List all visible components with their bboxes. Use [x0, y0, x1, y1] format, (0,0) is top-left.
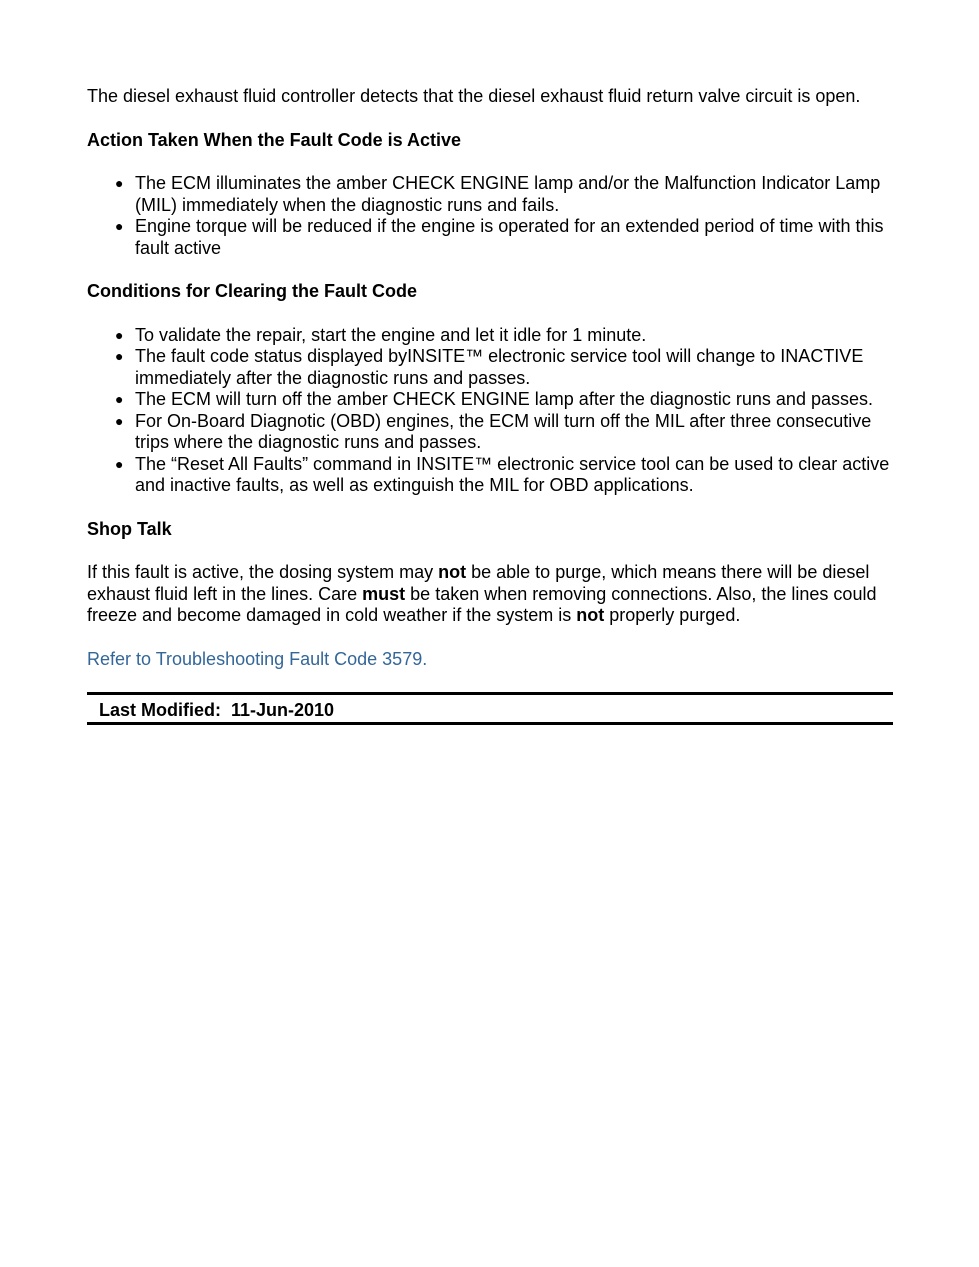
list-item	[115, 453, 893, 497]
shop-talk-emphasis: must	[362, 583, 406, 604]
bullet-icon: ●	[115, 412, 124, 429]
document-page	[87, 86, 893, 725]
refer-troubleshooting-link[interactable]: Refer to Troubleshooting Fault Code 3579.	[87, 648, 428, 669]
intro-paragraph: The diesel exhaust fluid controller detects that the diesel exhaust fluid return valve circuit is open.	[87, 86, 861, 106]
bullet-icon: ●	[115, 175, 124, 191]
last-modified-date: 11-Jun-2010	[231, 700, 335, 720]
bullet-icon: ●	[115, 326, 124, 343]
list-item-text: Engine torque will be reduced if the engine is operated for an extended period of time with this fault active	[135, 216, 884, 258]
list-item	[115, 389, 893, 411]
list-item-text: The ECM illuminates the amber CHECK ENGINE lamp and/or the Malfunction Indicator Lamp (MIL) immediately when the diagnostic runs and fails.	[135, 173, 881, 215]
list-item-text: For On-Board Diagnotic (OBD) engines, the ECM will turn off the MIL after three consecutive trips where the diagnostic runs and passes.	[135, 410, 872, 452]
shop-talk-text: be taken when removing connections. Also, the lines could freeze and become damaged in cold weather if the system is	[87, 583, 877, 625]
list-item-text: The ECM will turn off the amber CHECK ENGINE lamp after the diagnostic runs and passes.	[135, 389, 873, 409]
bullet-icon: ●	[115, 218, 124, 234]
bullet-icon: ●	[115, 391, 124, 407]
shop-talk-text: properly purged.	[604, 605, 741, 625]
list-item	[115, 324, 893, 347]
clearing-list	[87, 325, 893, 497]
shop-talk-emphasis: not	[576, 605, 605, 625]
action-heading: Action Taken When the Fault Code is Active	[87, 129, 462, 150]
list-item	[115, 216, 893, 259]
shop-talk-paragraph	[87, 562, 893, 627]
last-modified-bar	[87, 692, 893, 725]
action-list	[87, 173, 893, 259]
bullet-icon: ●	[115, 348, 124, 364]
shop-talk-emphasis: not	[438, 562, 467, 582]
bullet-icon: ●	[115, 455, 124, 472]
last-modified-label: Last Modified:	[99, 700, 221, 720]
list-item	[115, 410, 893, 454]
list-item-text: The “Reset All Faults” command in INSITE™ electronic service tool can be used to clear active and inactive faults, as well as extinguish the MIL for OBD applications.	[135, 453, 890, 495]
shop-talk-heading: Shop Talk	[87, 518, 172, 539]
list-item	[115, 173, 893, 216]
list-item-text: The fault code status displayed byINSITE™ electronic service tool will change to INACTIVE immediately after the diagnostic runs and passes.	[135, 346, 864, 388]
shop-talk-text: If this fault is active, the dosing system may	[87, 562, 439, 582]
list-item	[115, 346, 893, 389]
shop-talk-text: be able to purge, which means there will be diesel exhaust fluid left in the lines. Care	[87, 562, 870, 604]
list-item-text: To validate the repair, start the engine and let it idle for 1 minute.	[135, 324, 647, 345]
clearing-heading: Conditions for Clearing the Fault Code	[87, 281, 417, 301]
